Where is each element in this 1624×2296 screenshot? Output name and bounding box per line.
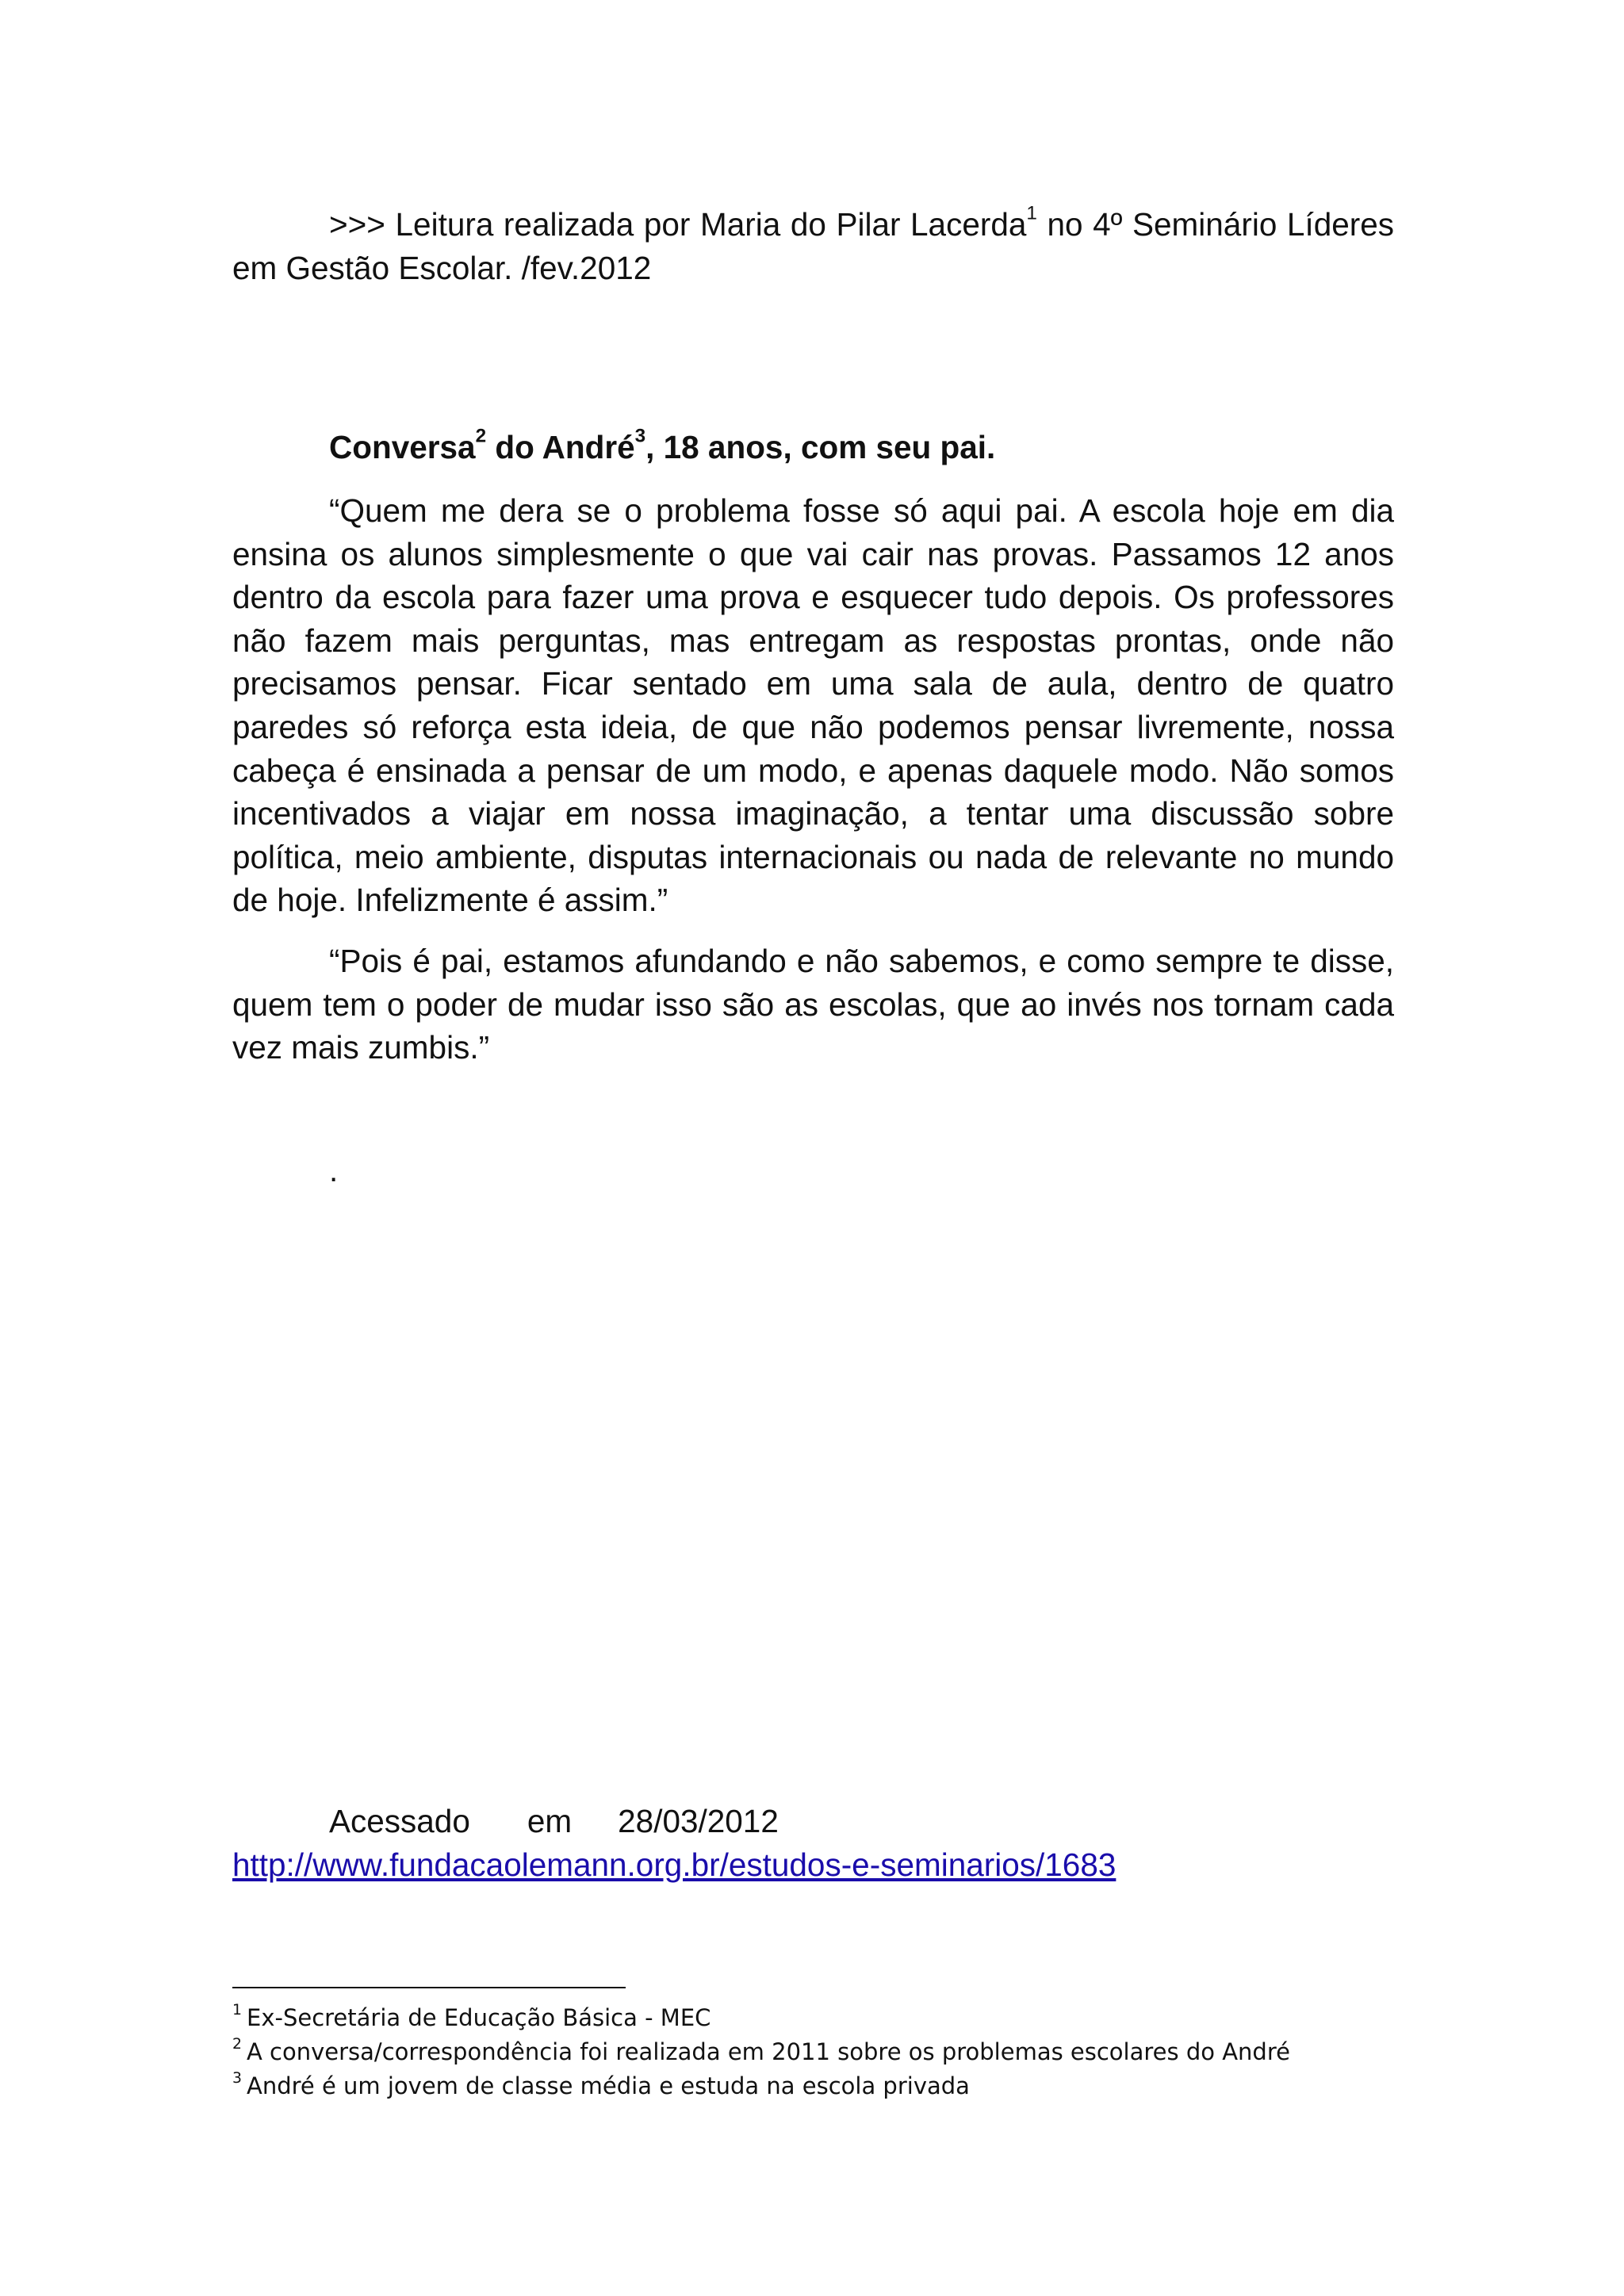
access-date: 28/03/2012: [618, 1803, 779, 1839]
footnote-text-3: André é um jovem de classe média e estuda na escola privada: [247, 2072, 970, 2099]
footnote-separator: [232, 1987, 626, 1988]
footnote-2: [232, 2035, 1422, 2069]
footnote-ref-3[interactable]: 3: [634, 425, 646, 447]
quote-paragraph-1: “Quem me dera se o problema fosse só aqui pai. A escola hoje em dia ensina os alunos simplesmente o que vai cair nas provas. Passamos 12 anos dentro da escola para fazer uma prova e esquecer tudo depois. Os professores não fazem mais perguntas, mas entregam as respostas prontas, onde não precisamos pensar. Ficar sentado em uma sala de aula, dentro de quatro paredes só reforça esta ideia, de que não podemos pensar livremente, nossa cabeça é ensinada a pensar de um modo, e apenas daquele modo. Não somos incentivados a viajar em nossa imaginação, a tentar uma discussão sobre política, meio ambiente, disputas internacionais ou nada de relevante no mundo de hoje. Infelizmente é assim.”: [232, 492, 1394, 919]
section-heading: [232, 426, 1491, 469]
intro-paragraph: [232, 203, 1394, 289]
footnote-number-3: 3: [232, 2069, 242, 2087]
footnote-3: [232, 2069, 1422, 2103]
footnote-text-2: A conversa/correspondência foi realizada em 2011 sobre os problemas escolares do André: [247, 2038, 1290, 2065]
heading-part-3: , 18 anos, com seu pai.: [645, 429, 996, 465]
footnote-number-1: 1: [232, 2001, 242, 2019]
footnote-ref-1[interactable]: 1: [1026, 202, 1037, 224]
intro-text-cont: no 4º Seminário Líderes em Gestão Escolar. /fev.2012: [232, 206, 1394, 286]
footnote-1: [232, 2001, 1422, 2035]
stray-period: .: [329, 1152, 339, 1188]
access-paragraph: [232, 1800, 1394, 1886]
access-word-2: em: [527, 1803, 573, 1839]
footnote-number-2: 2: [232, 2035, 242, 2053]
heading-part-2: do André: [486, 429, 635, 465]
footnotes: [232, 2001, 1422, 2103]
footnote-text-1: Ex-Secretária de Educação Básica - MEC: [247, 2004, 711, 2031]
intro-text: >>> Leitura realizada por Maria do Pilar Lacerda: [329, 206, 1027, 243]
footnote-ref-2[interactable]: 2: [475, 425, 487, 447]
heading-part-1: Conversa: [329, 429, 476, 465]
source-link[interactable]: http://www.fundacaolemann.org.br/estudos-e-seminarios/1683: [232, 1846, 1116, 1883]
access-word-1: Acessado: [329, 1803, 470, 1839]
quote-paragraph-2: “Pois é pai, estamos afundando e não sabemos, e como sempre te disse, quem tem o poder de mudar isso são as escolas, que ao invés nos tornam cada vez mais zumbis.”: [232, 943, 1394, 1066]
